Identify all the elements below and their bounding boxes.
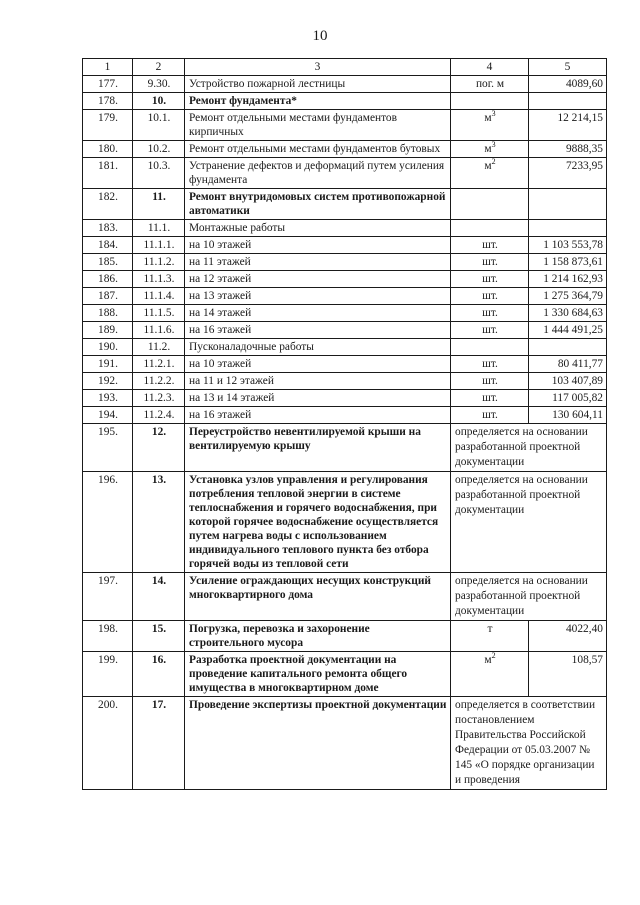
row-code: 16.	[133, 652, 185, 697]
row-code: 15.	[133, 621, 185, 652]
row-number: 199.	[83, 652, 133, 697]
row-unit	[451, 322, 529, 339]
unit-text: шт.	[482, 239, 498, 251]
column-header: 2	[133, 59, 185, 76]
row-value: 12 214,15	[529, 110, 607, 141]
row-code: 11.	[133, 189, 185, 220]
row-description: Ремонт фундамента*	[185, 93, 451, 110]
unit-text: пог. м	[475, 78, 505, 90]
row-unit	[451, 288, 529, 305]
row-unit	[451, 237, 529, 254]
unit-exponent: 2	[491, 157, 496, 167]
column-header: 5	[529, 59, 607, 76]
row-description: на 13 и 14 этажей	[185, 390, 451, 407]
row-unit	[451, 373, 529, 390]
page-number: 10	[312, 28, 328, 44]
row-unit	[451, 652, 529, 697]
unit-text: м	[484, 654, 492, 666]
row-value: 1 444 491,25	[529, 322, 607, 339]
row-value: 7233,95	[529, 158, 607, 189]
row-description: на 16 этажей	[185, 407, 451, 424]
row-description: Ремонт внутридомовых систем противопожарной автоматики	[185, 189, 451, 220]
row-number: 193.	[83, 390, 133, 407]
row-code: 11.2.1.	[133, 356, 185, 373]
row-code: 11.1.2.	[133, 254, 185, 271]
row-number: 179.	[83, 110, 133, 141]
row-unit	[451, 141, 529, 158]
row-value	[529, 339, 607, 356]
table-row	[83, 652, 607, 697]
row-value: 4089,60	[529, 76, 607, 93]
table-row	[83, 220, 607, 237]
row-number: 183.	[83, 220, 133, 237]
row-description: Погрузка, перевозка и захоронение строительного мусора	[185, 621, 451, 652]
unit-text: м	[484, 112, 492, 124]
row-value: 117 005,82	[529, 390, 607, 407]
table-row	[83, 390, 607, 407]
row-description: Усиление ограждающих несущих конструкций многоквартирного дома	[185, 573, 451, 621]
row-unit	[451, 158, 529, 189]
row-number: 188.	[83, 305, 133, 322]
table-row	[83, 76, 607, 93]
unit-text: шт.	[482, 273, 498, 285]
table-row	[83, 93, 607, 110]
table-row	[83, 573, 607, 621]
unit-exponent: 2	[491, 651, 496, 661]
table-row	[83, 254, 607, 271]
row-code: 11.2.4.	[133, 407, 185, 424]
row-value: 1 103 553,78	[529, 237, 607, 254]
row-unit	[451, 220, 529, 237]
unit-exponent: 3	[491, 109, 496, 119]
row-description: Проведение экспертизы проектной документации	[185, 697, 451, 790]
table-row	[83, 305, 607, 322]
row-value: 108,57	[529, 652, 607, 697]
row-code: 11.2.2.	[133, 373, 185, 390]
column-header: 4	[451, 59, 529, 76]
row-code: 10.	[133, 93, 185, 110]
table-row	[83, 424, 607, 472]
table-row	[83, 288, 607, 305]
row-description: на 14 этажей	[185, 305, 451, 322]
row-note: определяется на основании разработанной проектной документации	[451, 472, 607, 573]
row-code: 11.2.	[133, 339, 185, 356]
table-row	[83, 356, 607, 373]
unit-text: шт.	[482, 324, 498, 336]
table-row	[83, 373, 607, 390]
row-code: 10.1.	[133, 110, 185, 141]
row-number: 177.	[83, 76, 133, 93]
row-number: 200.	[83, 697, 133, 790]
row-code: 12.	[133, 424, 185, 472]
row-value: 9888,35	[529, 141, 607, 158]
row-number: 189.	[83, 322, 133, 339]
row-number: 196.	[83, 472, 133, 573]
row-note: определяется на основании разработанной проектной документации	[451, 573, 607, 621]
row-description: Пусконаладочные работы	[185, 339, 451, 356]
row-unit	[451, 110, 529, 141]
row-value	[529, 93, 607, 110]
table-row	[83, 158, 607, 189]
row-note: определяется на основании разработанной проектной документации	[451, 424, 607, 472]
row-code: 11.2.3.	[133, 390, 185, 407]
row-description: на 13 этажей	[185, 288, 451, 305]
row-code: 10.2.	[133, 141, 185, 158]
row-unit	[451, 271, 529, 288]
row-description: Переустройство невентилируемой крыши на вентилируемую крышу	[185, 424, 451, 472]
row-code: 9.30.	[133, 76, 185, 93]
row-code: 11.1.4.	[133, 288, 185, 305]
row-description: на 10 этажей	[185, 237, 451, 254]
row-description: Установка узлов управления и регулирования потребления тепловой энергии в системе теплоснабжения и горячего водоснабжения, при которой горячее водоснабжение осуществляется путем нагрева воды с использованием индивидуального теплового пункта без отбора горячей воды из тепловой сети	[185, 472, 451, 573]
unit-text: шт.	[482, 392, 498, 404]
row-code: 11.1.1.	[133, 237, 185, 254]
row-number: 178.	[83, 93, 133, 110]
row-unit	[451, 254, 529, 271]
row-code: 11.1.	[133, 220, 185, 237]
unit-text: шт.	[482, 358, 498, 370]
unit-text: шт.	[482, 307, 498, 319]
row-description: на 16 этажей	[185, 322, 451, 339]
row-description: на 11 этажей	[185, 254, 451, 271]
row-number: 187.	[83, 288, 133, 305]
row-description: на 11 и 12 этажей	[185, 373, 451, 390]
table-row	[83, 697, 607, 790]
row-number: 198.	[83, 621, 133, 652]
row-number: 186.	[83, 271, 133, 288]
table-row	[83, 189, 607, 220]
row-number: 195.	[83, 424, 133, 472]
table-row	[83, 339, 607, 356]
row-unit	[451, 407, 529, 424]
table-row	[83, 322, 607, 339]
row-description: Ремонт отдельными местами фундаментов бутовых	[185, 141, 451, 158]
table-header-row	[83, 59, 607, 76]
unit-exponent: 3	[491, 140, 496, 150]
table-row	[83, 472, 607, 573]
row-note: определяется в соответствии постановлением Правительства Российской Федерации от 05.03.2007 № 145 «О порядке организации и проведения	[451, 697, 607, 790]
row-code: 11.1.3.	[133, 271, 185, 288]
row-description: Устройство пожарной лестницы	[185, 76, 451, 93]
row-number: 191.	[83, 356, 133, 373]
row-unit	[451, 356, 529, 373]
unit-text: шт.	[482, 375, 498, 387]
row-number: 192.	[83, 373, 133, 390]
row-value: 130 604,11	[529, 407, 607, 424]
table-row	[83, 141, 607, 158]
table-row	[83, 237, 607, 254]
row-value: 1 214 162,93	[529, 271, 607, 288]
row-value	[529, 189, 607, 220]
row-value: 80 411,77	[529, 356, 607, 373]
row-value: 1 330 684,63	[529, 305, 607, 322]
column-header: 1	[83, 59, 133, 76]
row-description: Ремонт отдельными местами фундаментов кирпичных	[185, 110, 451, 141]
table-row	[83, 271, 607, 288]
table-row	[83, 407, 607, 424]
row-number: 182.	[83, 189, 133, 220]
row-unit	[451, 76, 529, 93]
column-header: 3	[185, 59, 451, 76]
row-code: 11.1.6.	[133, 322, 185, 339]
row-value: 1 275 364,79	[529, 288, 607, 305]
row-code: 11.1.5.	[133, 305, 185, 322]
row-number: 190.	[83, 339, 133, 356]
row-unit	[451, 390, 529, 407]
table-row	[83, 621, 607, 652]
row-value: 1 158 873,61	[529, 254, 607, 271]
row-description: Монтажные работы	[185, 220, 451, 237]
table-row	[83, 110, 607, 141]
row-description: Разработка проектной документации на проведение капитального ремонта общего имущества в многоквартирном доме	[185, 652, 451, 697]
row-unit	[451, 189, 529, 220]
row-number: 197.	[83, 573, 133, 621]
row-number: 180.	[83, 141, 133, 158]
unit-text: шт.	[482, 409, 498, 421]
row-value	[529, 220, 607, 237]
row-number: 185.	[83, 254, 133, 271]
row-number: 194.	[83, 407, 133, 424]
row-unit	[451, 305, 529, 322]
row-description: на 10 этажей	[185, 356, 451, 373]
row-unit	[451, 339, 529, 356]
row-number: 181.	[83, 158, 133, 189]
row-value: 4022,40	[529, 621, 607, 652]
unit-text: т	[487, 623, 493, 635]
row-code: 13.	[133, 472, 185, 573]
row-description: Устранение дефектов и деформаций путем усиления фундамента	[185, 158, 451, 189]
row-number: 184.	[83, 237, 133, 254]
unit-text: шт.	[482, 290, 498, 302]
row-code: 10.3.	[133, 158, 185, 189]
row-description: на 12 этажей	[185, 271, 451, 288]
row-unit	[451, 93, 529, 110]
unit-text: м	[484, 143, 492, 155]
row-value: 103 407,89	[529, 373, 607, 390]
row-unit	[451, 621, 529, 652]
row-code: 14.	[133, 573, 185, 621]
unit-text: м	[484, 160, 492, 172]
unit-text: шт.	[482, 256, 498, 268]
row-code: 17.	[133, 697, 185, 790]
work-cost-table	[82, 58, 607, 790]
